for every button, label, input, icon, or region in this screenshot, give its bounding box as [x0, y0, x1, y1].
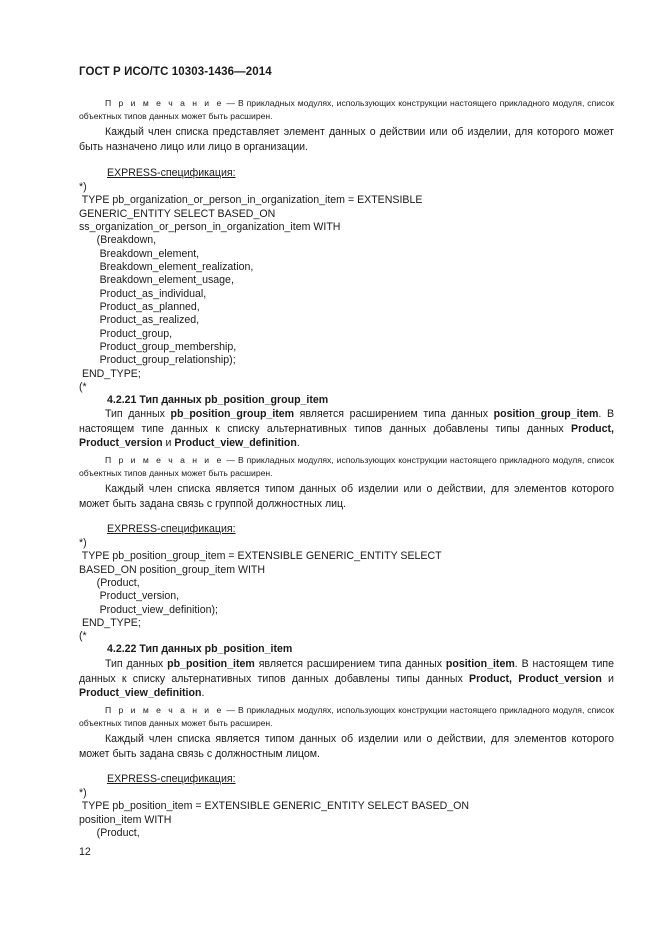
section2-p2-text: Каждый член списка является типом данных об изделии или о действии, для элементов которого может быть задана связь с группой должностных лиц. — [79, 483, 614, 510]
text-run: . В настоящем типе данных к списку альтернативных типов данных добавлены типы данных — [79, 408, 615, 435]
code-line: ss_organization_or_person_in_organization_item WITH — [79, 221, 341, 234]
note-label: П р и м е ч а н и е — [105, 98, 224, 108]
text-run: является расширением типа данных — [294, 408, 494, 420]
code-line: Product_group, — [79, 327, 173, 340]
text-run: Тип данных — [105, 658, 168, 670]
section3-paragraph-2 — [79, 732, 614, 761]
code-line: Product_as_realized, — [79, 314, 200, 327]
note-label: П р и м е ч а н и е — [105, 705, 224, 715]
text-run: . — [296, 437, 300, 450]
text-run: и — [601, 672, 614, 685]
section-heading-4-2-22: 4.2.22 Тип данных pb_position_item — [107, 643, 293, 655]
type-name: Product_view_definition — [79, 687, 202, 700]
code-line: Breakdown_element_realization, — [79, 261, 254, 274]
code-line: Product_group_relationship); — [79, 354, 236, 367]
code-line: END_TYPE; — [79, 617, 141, 630]
note-label: П р и м е ч а н и е — [105, 455, 224, 465]
code-line: BASED_ON position_group_item WITH — [79, 563, 266, 576]
express-spec-label-2: EXPRESS-спецификация: — [107, 523, 236, 535]
code-line: END_TYPE; — [79, 367, 141, 380]
note-1 — [79, 97, 614, 122]
code-line: (* — [79, 381, 87, 394]
section3-paragraph-1 — [79, 657, 614, 701]
note-text: — В прикладных модулях, использующих конструкции настоящего прикладного модуля, список объектных типов данных может быть расширен. — [79, 705, 614, 728]
express-code-block-3 — [79, 787, 624, 840]
type-name: pb_position_group_item — [170, 408, 295, 420]
note-text: — В прикладных модулях, использующих конструкции настоящего прикладного модуля, список объектных типов данных может быть расширен. — [79, 455, 614, 478]
code-line: (Product, — [79, 577, 140, 590]
note-2 — [79, 454, 614, 479]
code-line: position_item WITH — [79, 813, 172, 826]
type-name: pb_position_item — [167, 658, 255, 670]
text-run: и — [162, 437, 175, 450]
code-line: Product_as_individual, — [79, 287, 207, 300]
express-code-block-2 — [79, 537, 624, 644]
note-3 — [79, 704, 614, 729]
code-line: *) — [79, 537, 87, 549]
type-name: Product, Product_version — [469, 672, 602, 685]
express-code-block-1 — [79, 181, 624, 395]
text-run: является расширением типа данных — [254, 658, 446, 670]
text-run: . В настоящем типе данных к списку альтернативных типов данных добавлены типы данных — [79, 658, 614, 685]
code-line: Breakdown_element, — [79, 247, 200, 260]
code-line: TYPE pb_position_item = EXTENSIBLE GENERIC_ENTITY SELECT BASED_ON — [79, 800, 470, 813]
text-run: Тип данных — [105, 408, 171, 420]
express-spec-label-3: EXPRESS-спецификация: — [107, 773, 236, 785]
code-line: Breakdown_element_usage, — [79, 274, 234, 287]
code-line: *) — [79, 787, 87, 799]
section2-paragraph-2 — [79, 482, 614, 511]
code-line: TYPE pb_organization_or_person_in_organization_item = EXTENSIBLE — [79, 194, 423, 207]
code-line: *) — [79, 181, 87, 193]
code-line: (Breakdown, — [79, 234, 157, 247]
code-line: Product_view_definition); — [79, 603, 218, 616]
code-line: (Product, — [79, 827, 140, 840]
code-line: Product_version, — [79, 590, 180, 603]
type-name: position_item — [445, 658, 515, 670]
type-name: Product, Product_version — [79, 422, 614, 450]
text-run: . — [201, 687, 205, 700]
code-line: Product_group_membership, — [79, 341, 237, 354]
code-line: TYPE pb_position_group_item = EXTENSIBLE GENERIC_ENTITY SELECT — [79, 550, 442, 563]
note-text: — В прикладных модулях, использующих конструкции настоящего прикладного модуля, список объектных типов данных может быть расширен. — [79, 98, 614, 121]
page-number: 12 — [79, 846, 91, 858]
code-line: GENERIC_ENTITY SELECT BASED_ON — [79, 207, 276, 220]
section3-p2-text: Каждый член списка является типом данных об изделии или о действии, для элементов которого может быть задана связь с должностным лицом. — [79, 733, 614, 760]
code-line: (* — [79, 630, 87, 643]
section-heading-4-2-21: 4.2.21 Тип данных pb_position_group_item — [107, 394, 329, 406]
section2-paragraph-1 — [79, 407, 614, 451]
code-line: Product_as_planned, — [79, 301, 200, 314]
type-name: position_group_item — [493, 408, 599, 420]
express-spec-label-1: EXPRESS-спецификация: — [107, 167, 236, 179]
document-header: ГОСТ Р ИСО/ТС 10303-1436—2014 — [79, 66, 272, 78]
type-name: Product_view_definition — [174, 437, 297, 450]
section1-intro-text: Каждый член списка представляет элемент данных о действии или об изделии, для которого может быть назначено лицо или лицо в организации. — [79, 126, 614, 153]
section1-intro — [79, 125, 614, 154]
